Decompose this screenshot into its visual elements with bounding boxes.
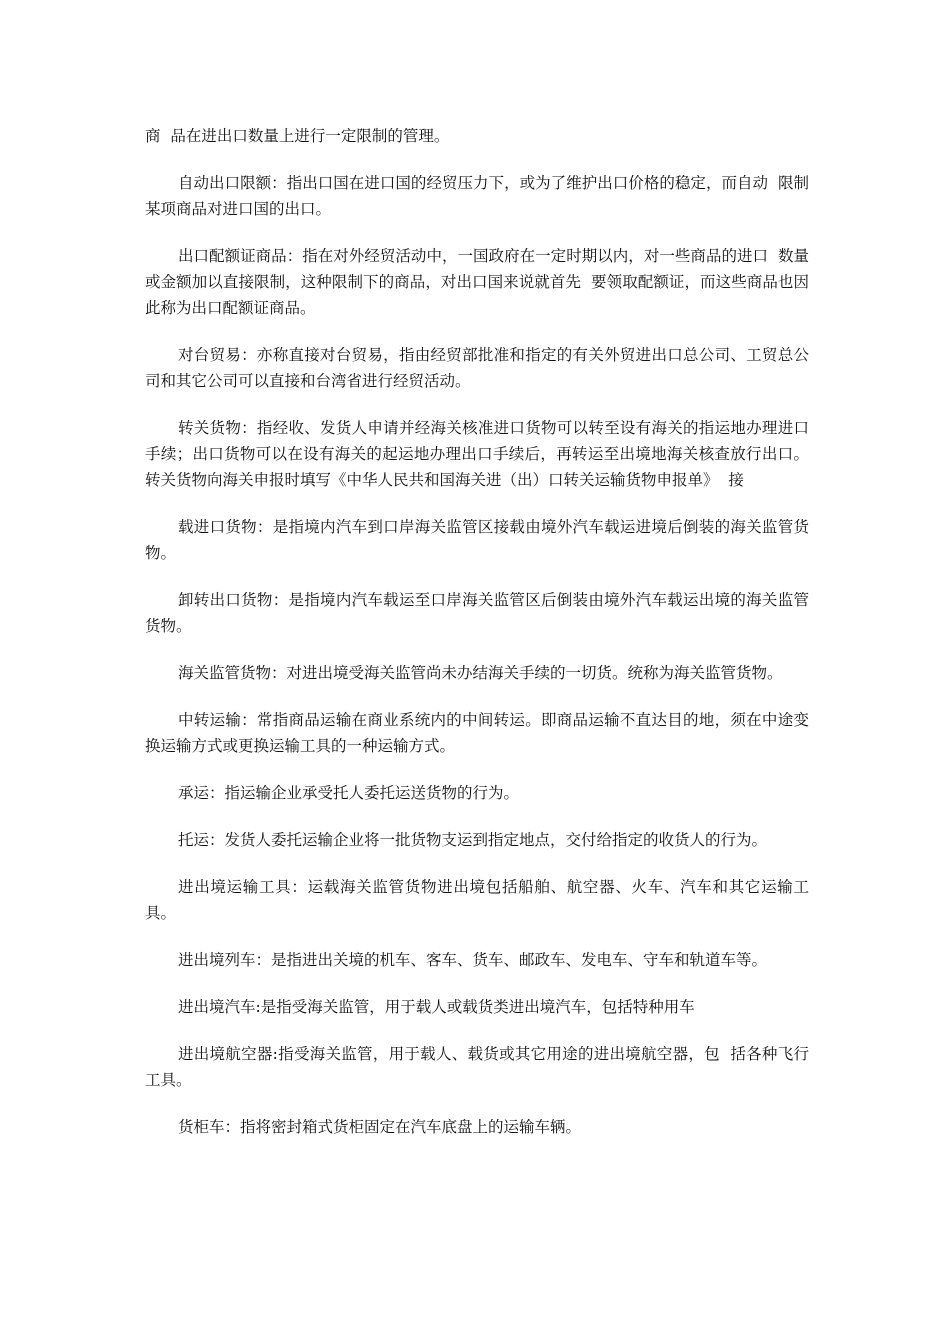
paragraph-import-transfer-goods: 载进口货物：是指境内汽车到口岸海关监管区接载由境外汽车载运进境后倒装的海关监管货物。 xyxy=(145,518,809,562)
paragraph-consignment: 托运：发货人委托运输企业将一批货物支运到指定地点，交付给指定的收货人的行为。 xyxy=(178,831,768,849)
paragraph-customs-supervised-goods: 海关监管货物：对进出境受海关监管尚未办结海关手续的一切货。统称为海关监管货物。 xyxy=(178,664,783,682)
paragraph-border-aircraft: 进出境航空器:指受海关监管，用于载人、载货或其它用途的进出境航空器，包 括各种飞行工具。 xyxy=(145,1045,809,1089)
paragraph-carriage: 承运：指运输企业承受托人委托运送货物的行为。 xyxy=(178,784,520,802)
paragraph-export-transfer-goods: 卸转出口货物：是指境内汽车载运至口岸海关监管区后倒装由境外汽车载运出境的海关监管货物。 xyxy=(145,591,809,635)
paragraph-container-truck: 货柜车：指将密封箱式货柜固定在汽车底盘上的运输车辆。 xyxy=(178,1118,582,1136)
paragraph-export-quota-goods: 出口配额证商品：指在对外经贸活动中，一国政府在一定时期以内，对一些商品的进口 数量或金额加以直接限制，这种限制下的商品，对出口国来说就首先 要领取配额证，而这些商品也因此称为出口配额证商品。 xyxy=(145,247,809,317)
paragraph-transit-goods: 转关货物：指经收、发货人申请并经海关核准进口货物可以转至设有海关的指运地办理进口手续；出口货物可以在设有海关的起运地办理出口手续后，再转运至出境地海关核查放行出口。转关货物向海关申报时填写《中华人民共和国海关进（出）口转关运输货物申报单》 接 xyxy=(145,419,809,489)
paragraph-border-trains: 进出境列车：是指进出关境的机车、客车、货车、邮政车、发电车、守车和轨道车等。 xyxy=(178,951,768,969)
paragraph-transport-vehicles: 进出境运输工具：运载海关监管货物进出境包括船舶、航空器、火车、汽车和其它运输工具。 xyxy=(145,878,809,922)
paragraph-border-vehicles: 进出境汽车:是指受海关监管，用于载人或载货类进出境汽车，包括特种用车 xyxy=(178,998,695,1016)
paragraph-trade-with-taiwan: 对台贸易：亦称直接对台贸易，指由经贸部批准和指定的有关外贸进出口总公司、工贸总公司和其它公司可以直接和台湾省进行经贸活动。 xyxy=(145,346,809,390)
paragraph-transshipment: 中转运输：常指商品运输在商业系统内的中间转运。即商品运输不直达目的地，须在中途变换运输方式或更换运输工具的一种运输方式。 xyxy=(145,711,809,755)
paragraph-quantity-restriction: 商 品在进出口数量上进行一定限制的管理。 xyxy=(145,127,450,145)
paragraph-voluntary-export-restraint: 自动出口限额：指出口国在进口国的经贸压力下，或为了维护出口价格的稳定，而自动 限制某项商品对进口国的出口。 xyxy=(145,174,809,218)
document-body xyxy=(145,123,809,1161)
